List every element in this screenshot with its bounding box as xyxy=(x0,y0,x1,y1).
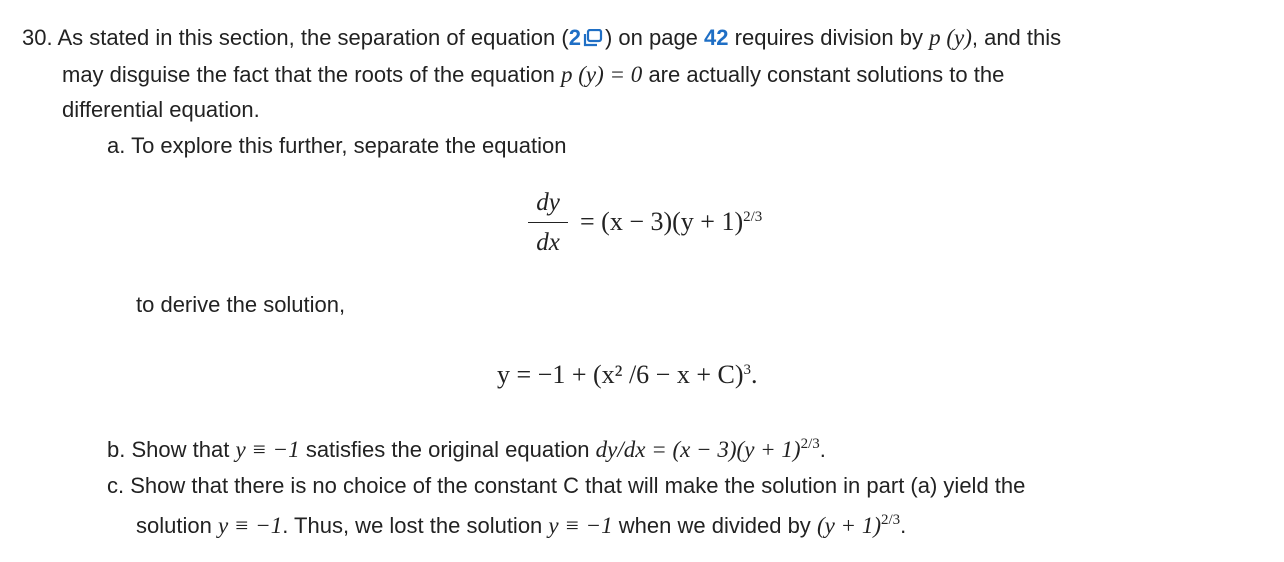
part-b: b. Show that y ≡ −1 satisfies the original equation $dy/dx = (x - 3)(y + 1)^{2/3}$. xyxy=(107,436,826,462)
eq1-fraction-bar xyxy=(528,222,568,223)
part-c-math1: y ≡ −1 xyxy=(217,513,283,538)
problem-text-2b: are actually constant solutions to the xyxy=(648,62,1005,87)
problem-number: 30. xyxy=(22,25,53,50)
part-b-math1: y ≡ −1 xyxy=(235,437,300,462)
eq1-numerator: dy xyxy=(536,189,560,216)
eq2-exponent: 3 xyxy=(743,362,751,378)
math-p-of-y: p (y) xyxy=(929,25,972,50)
problem-text-1c: requires division by xyxy=(734,25,923,50)
derive-text: to derive the solution, xyxy=(136,292,346,317)
eq1-denominator: dx xyxy=(536,229,560,256)
problem-line-2 xyxy=(62,63,1004,86)
eq2-solution: y = −1 + (x² /6 − x + C)$^3$. xyxy=(497,360,758,389)
part-b-math2: dy/dx = (x − 3)(y + 1) xyxy=(595,437,801,462)
part-a-label: a. To explore this further, separate the equation xyxy=(107,133,567,158)
problem-line-1 xyxy=(22,26,1061,51)
part-c-math2: y ≡ −1 xyxy=(548,513,613,538)
part-c-line-2: solution y ≡ −1. Thus, we lost the solution y ≡ −1 when we divided by $(y + 1)^{2/3}$. xyxy=(136,512,907,538)
part-c-line-1: c. Show that there is no choice of the constant C that will make the solution in part (a) yield the xyxy=(107,473,1026,498)
math-p-eq-zero: p (y) = 0 xyxy=(561,62,643,87)
problem-text-1d: , and this xyxy=(971,25,1062,50)
eq1-rhs: = $(x - 3)(y + 1)^{2/3}$ xyxy=(580,207,763,236)
problem-text-1a: As stated in this section, the separation of equation ( xyxy=(57,25,569,50)
eq1-exponent: 2/3 xyxy=(743,209,763,225)
page-link[interactable]: 42 xyxy=(704,25,729,50)
external-link-icon xyxy=(583,29,603,51)
part-c-math3: (y + 1) xyxy=(816,513,881,538)
problem-text-1b: ) on page xyxy=(604,25,705,50)
problem-text-2a: may disguise the fact that the roots of the equation xyxy=(62,62,555,87)
problem-line-3: differential equation. xyxy=(62,97,260,122)
equation-link[interactable]: 2 xyxy=(569,25,605,50)
